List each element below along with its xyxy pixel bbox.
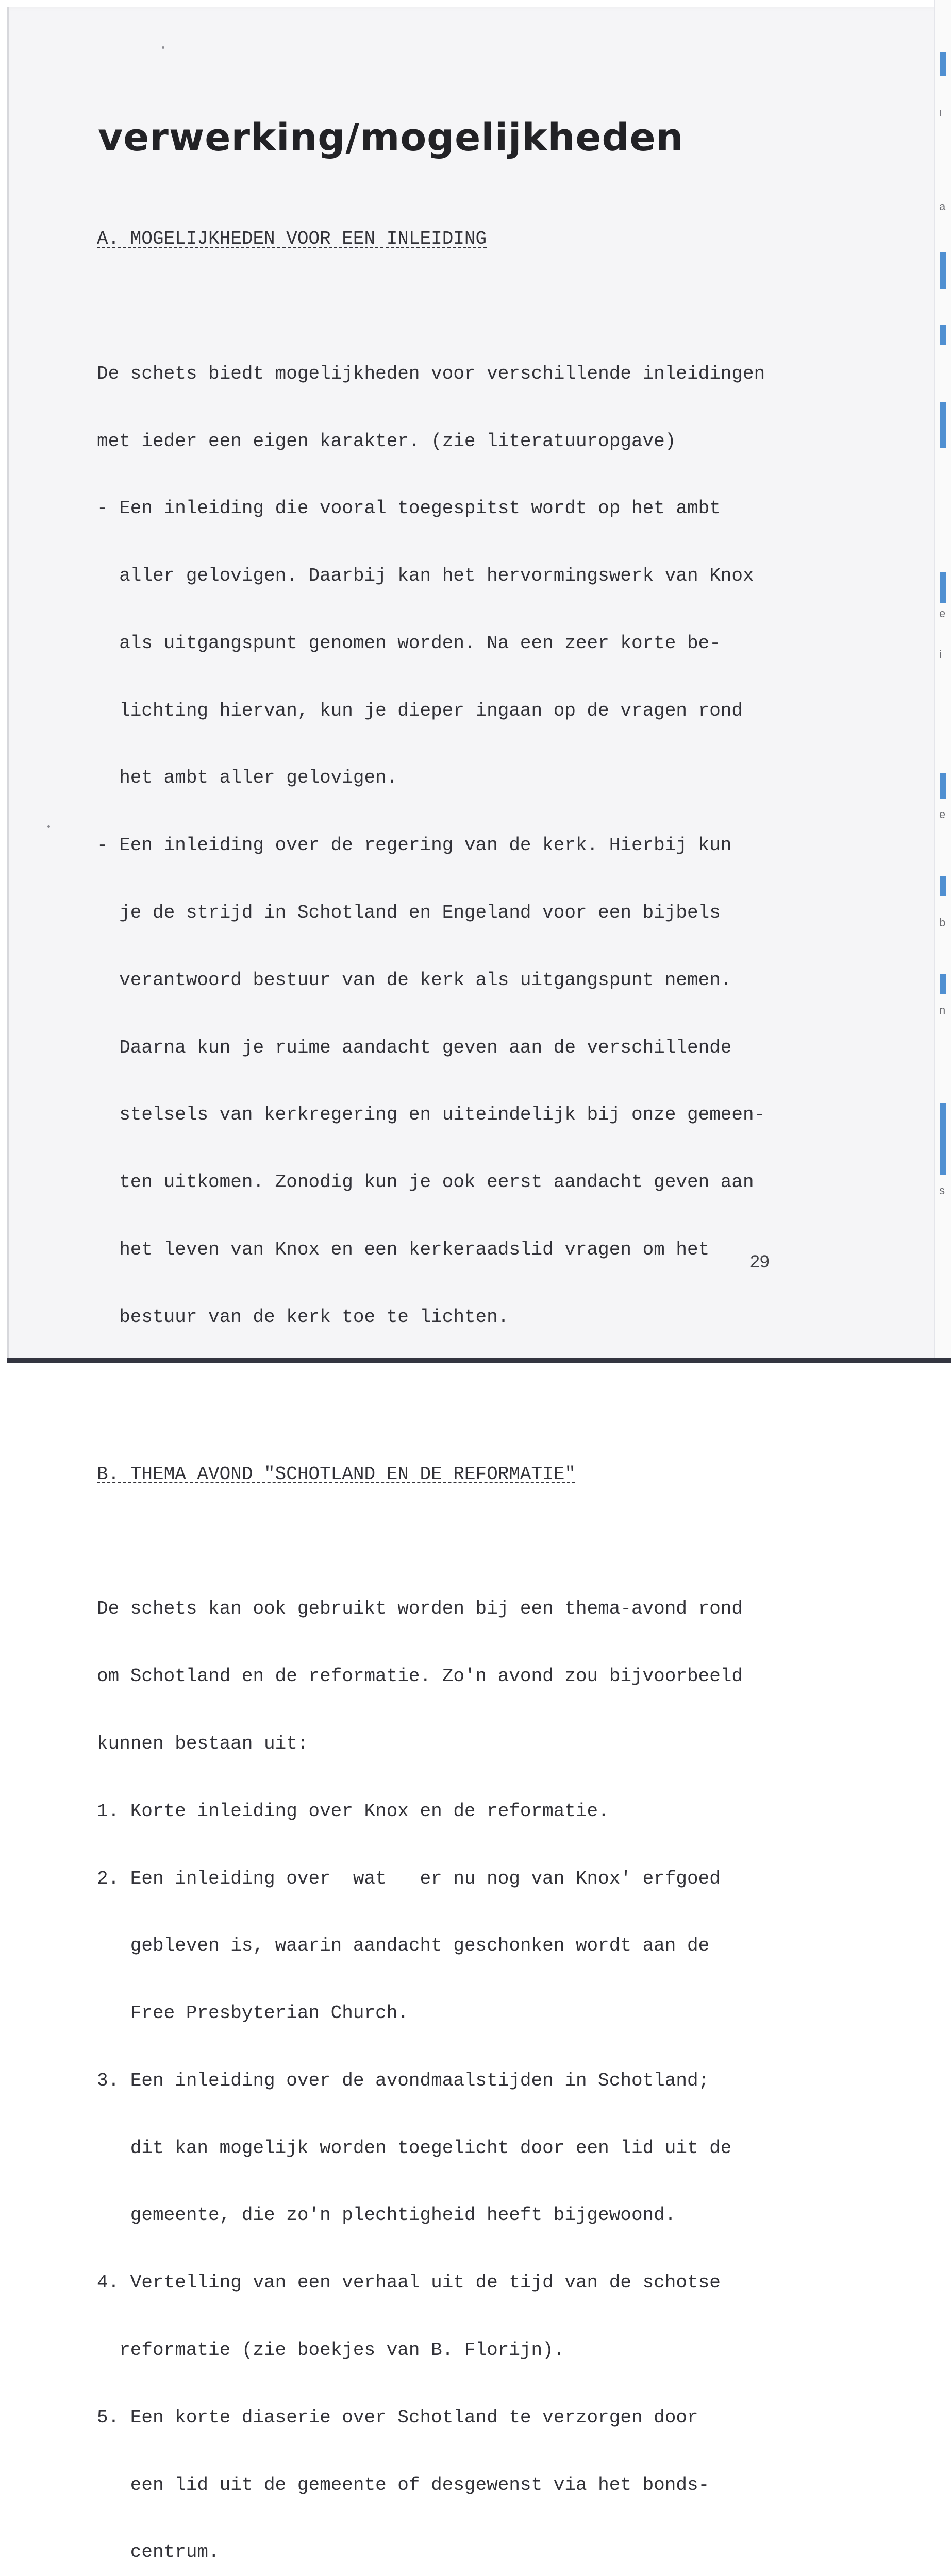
list-item: - Een inleiding die vooral toegespitst wordt op het ambt xyxy=(97,498,721,519)
dust-speck xyxy=(47,825,50,828)
numbered-item: 3. Een inleiding over de avondmaalstijden in Schotland; xyxy=(97,2070,710,2091)
page-title: verwerking/mogelijkheden xyxy=(98,115,684,160)
numbered-item-continuation: een lid uit de gemeente of desgewenst via het bonds- xyxy=(97,2474,710,2496)
numbered-item-continuation: dit kan mogelijk worden toegelicht door een lid uit de xyxy=(97,2137,732,2159)
body-line: kunnen bestaan uit: xyxy=(97,1733,309,1754)
spine-color-mark xyxy=(940,876,946,896)
page-number: 29 xyxy=(750,1252,770,1272)
numbered-item-continuation: Free Presbyterian Church. xyxy=(97,2003,409,2024)
spine-glyph: s xyxy=(939,1184,945,1197)
body-line: De schets kan ook gebruikt worden bij een thema-avond rond xyxy=(97,1598,743,1620)
blank-line xyxy=(97,1531,819,1553)
body-line: De schets biedt mogelijkheden voor verschillende inleidingen xyxy=(97,363,765,384)
list-item-continuation: ten uitkomen. Zonodig kun je ook eerst aandacht geven aan xyxy=(97,1172,754,1193)
blank-line xyxy=(97,295,819,318)
numbered-item-continuation: gebleven is, waarin aandacht geschonken wordt aan de xyxy=(97,1935,710,1957)
spine-color-mark xyxy=(940,974,946,994)
list-item-continuation: lichting hiervan, kun je dieper ingaan op de vragen rond xyxy=(97,700,743,721)
numbered-item-continuation: gemeente, die zo'n plechtigheid heeft bijgewoond. xyxy=(97,2205,676,2226)
spine-glyph: ı xyxy=(939,106,943,119)
section-heading: B. THEMA AVOND "SCHOTLAND EN DE REFORMATIE" xyxy=(97,1463,576,1485)
spine-color-mark xyxy=(940,252,946,289)
list-item-continuation: Daarna kun je ruime aandacht geven aan de verschillende xyxy=(97,1037,732,1058)
spine-color-mark xyxy=(940,402,946,448)
list-item-continuation: aller gelovigen. Daarbij kan het hervormingswerk van Knox xyxy=(97,565,754,587)
list-item-continuation: als uitgangspunt genomen worden. Na een zeer korte be- xyxy=(97,632,721,654)
spine-glyph: n xyxy=(939,1004,946,1016)
list-item: - Een inleiding over de regering van de kerk. Hierbij kun xyxy=(97,835,732,856)
spine-color-mark xyxy=(940,773,946,799)
blank-line xyxy=(97,1373,819,1396)
spine-color-mark xyxy=(940,325,946,345)
list-item-continuation: het ambt aller gelovigen. xyxy=(97,767,398,789)
document-body xyxy=(97,183,819,2576)
spine-glyph: b xyxy=(939,916,946,929)
spine-color-mark xyxy=(940,1103,946,1175)
spine-glyph: a xyxy=(939,200,946,213)
list-item-continuation: bestuur van de kerk toe te lichten. xyxy=(97,1306,509,1328)
spine-color-mark xyxy=(940,572,946,603)
spine-glyph: e xyxy=(939,607,946,620)
numbered-item-continuation: reformatie (zie boekjes van B. Florijn). xyxy=(97,2340,565,2361)
list-item-continuation: verantwoord bestuur van de kerk als uitgangspunt nemen. xyxy=(97,969,732,991)
numbered-item: 1. Korte inleiding over Knox en de reformatie. xyxy=(97,1800,609,1822)
list-item-continuation: stelsels van kerkregering en uiteindelijk bij onze gemeen- xyxy=(97,1104,765,1126)
list-item-continuation: het leven van Knox en een kerkeraadslid vragen om het xyxy=(97,1239,710,1260)
spine-glyph: i xyxy=(939,648,942,661)
numbered-item-continuation: centrum. xyxy=(97,2541,220,2563)
dust-speck xyxy=(162,46,164,49)
adjacent-page-edge xyxy=(934,0,951,1360)
numbered-item: 2. Een inleiding over wat er nu nog van Knox' erfgoed xyxy=(97,1868,721,1889)
section-heading: A. MOGELIJKHEDEN VOOR EEN INLEIDING xyxy=(97,228,487,250)
numbered-item: 5. Een korte diaserie over Schotland te verzorgen door xyxy=(97,2406,698,2428)
spine-color-mark xyxy=(940,52,946,76)
numbered-item: 4. Vertelling van een verhaal uit de tijd van de schotse xyxy=(97,2272,721,2294)
spine-glyph: e xyxy=(939,808,946,821)
list-item-continuation: je de strijd in Schotland en Engeland voor een bijbels xyxy=(97,902,721,923)
body-line: om Schotland en de reformatie. Zo'n avond zou bijvoorbeeld xyxy=(97,1666,743,1687)
body-line: met ieder een eigen karakter. (zie literatuuropgave) xyxy=(97,430,676,452)
